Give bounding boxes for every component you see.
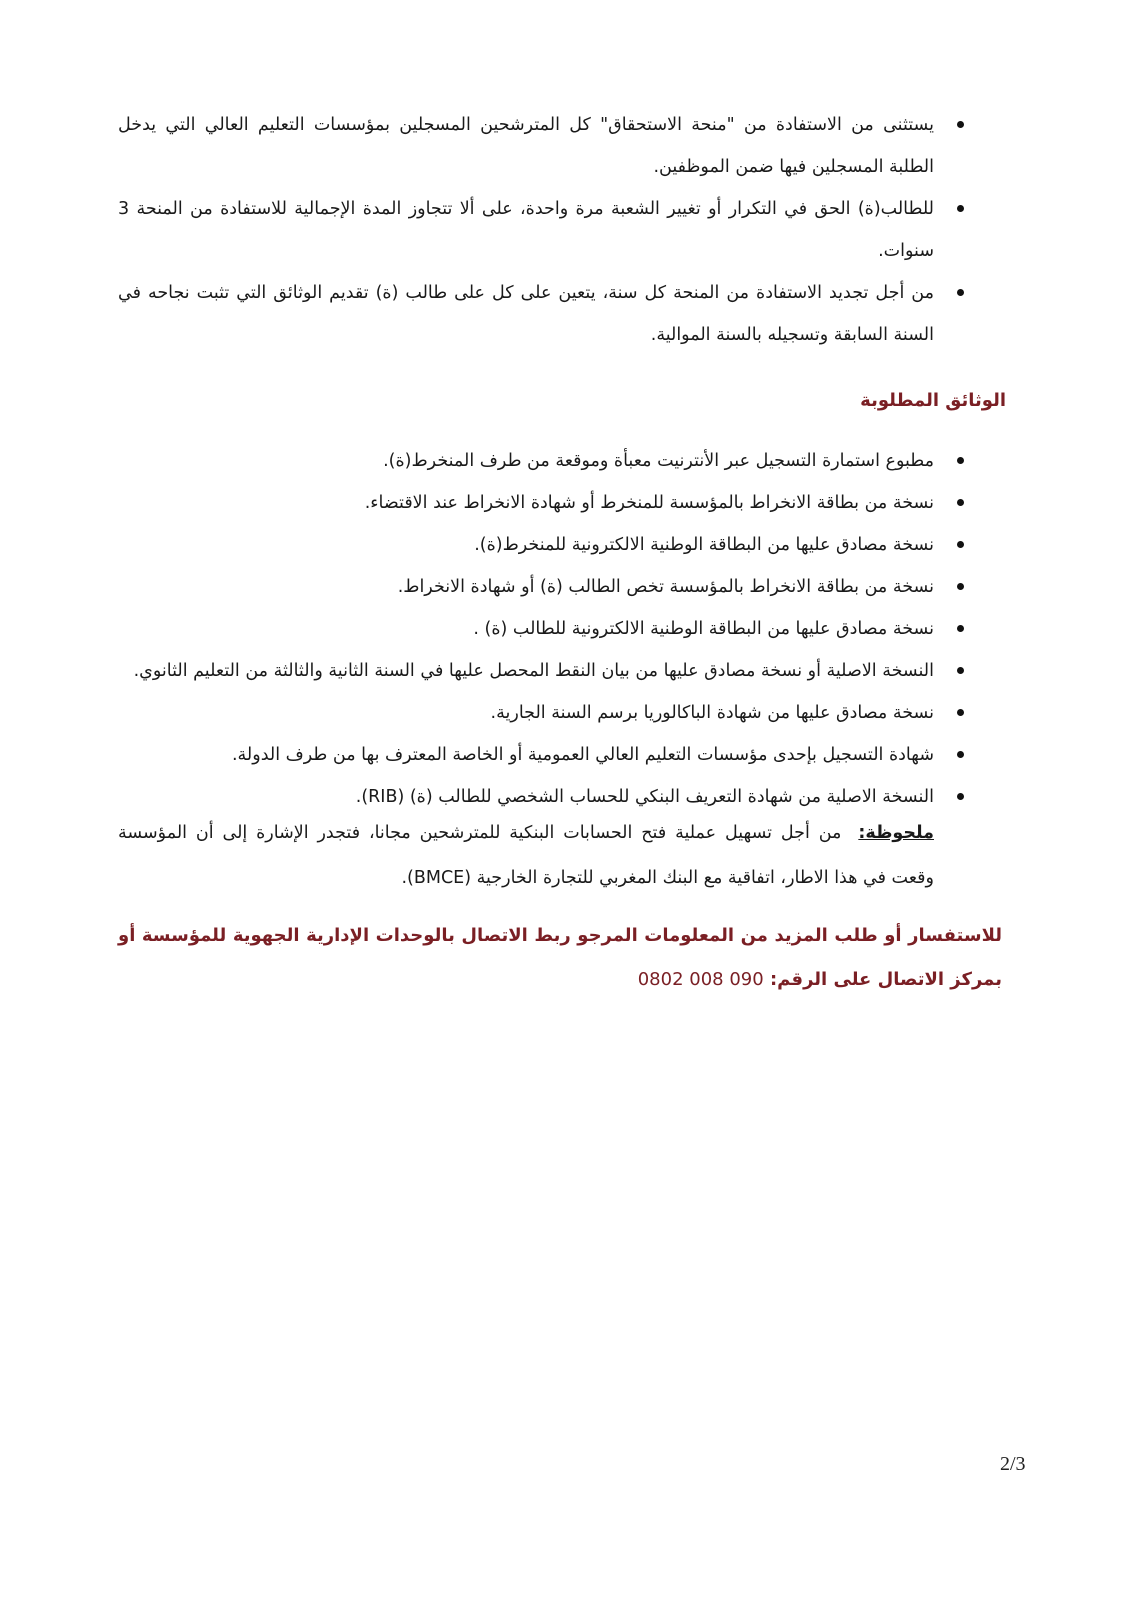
note-paragraph: [118, 811, 934, 901]
required-documents-list: [118, 440, 934, 818]
list-item: النسخة الاصلية أو نسخة مصادق عليها من بيان النقط المحصل عليها في السنة الثانية والثالثة من التعليم الثانوي.: [118, 650, 934, 692]
list-item: نسخة من بطاقة الانخراط بالمؤسسة تخص الطالب (ة) أو شهادة الانخراط.: [118, 566, 934, 608]
list-item: من أجل تجديد الاستفادة من المنحة كل سنة، يتعين على كل على طالب (ة) تقديم الوثائق التي تثبت نجاحه في السنة السابقة وتسجيله بالسنة الموالية.: [118, 272, 934, 356]
list-item: للطالب(ة) الحق في التكرار أو تغيير الشعبة مرة واحدة، على ألا تتجاوز المدة الإجمالية للاستفادة من المنحة 3 سنوات.: [118, 188, 934, 272]
required-documents-heading: الوثائق المطلوبة: [860, 390, 1006, 411]
list-item: مطبوع استمارة التسجيل عبر الأنترنيت معبأة وموقعة من طرف المنخرط(ة).: [118, 440, 934, 482]
list-item: نسخة مصادق عليها من البطاقة الوطنية الالكترونية للطالب (ة) .: [118, 608, 934, 650]
contact-phone-number: 0802 008 090: [637, 969, 764, 990]
list-item: شهادة التسجيل بإحدى مؤسسات التعليم العالي العمومية أو الخاصة المعترف بها من طرف الدولة.: [118, 734, 934, 776]
scholarship-rules-list: [118, 104, 934, 356]
list-item: نسخة مصادق عليها من شهادة الباكالوريا برسم السنة الجارية.: [118, 692, 934, 734]
note-label: ملحوظة:: [858, 823, 934, 843]
page-number: 2/3: [1000, 1453, 1026, 1475]
list-item: يستثنى من الاستفادة من "منحة الاستحقاق" كل المترشحين المسجلين بمؤسسات التعليم العالي التي يدخل الطلبة المسجلين فيها ضمن الموظفين.: [118, 104, 934, 188]
list-item: نسخة من بطاقة الانخراط بالمؤسسة للمنخرط أو شهادة الانخراط عند الاقتضاء.: [118, 482, 934, 524]
contact-paragraph: [118, 914, 1002, 1002]
list-item: نسخة مصادق عليها من البطاقة الوطنية الالكترونية للمنخرط(ة).: [118, 524, 934, 566]
contact-text: للاستفسار أو طلب المزيد من المعلومات المرجو ربط الاتصال بالوحدات الإدارية الجهوية للمؤسسة أو بمركز الاتصال على الرقم:: [118, 925, 1002, 990]
note-text: من أجل تسهيل عملية فتح الحسابات البنكية للمترشحين مجانا، فتجدر الإشارة إلى أن المؤسسة وقعت في هذا الاطار، اتفاقية مع البنك المغربي للتجارة الخارجية (BMCE).: [118, 823, 934, 888]
list-item: النسخة الاصلية من شهادة التعريف البنكي للحساب الشخصي للطالب (ة) (RIB).: [118, 776, 934, 818]
